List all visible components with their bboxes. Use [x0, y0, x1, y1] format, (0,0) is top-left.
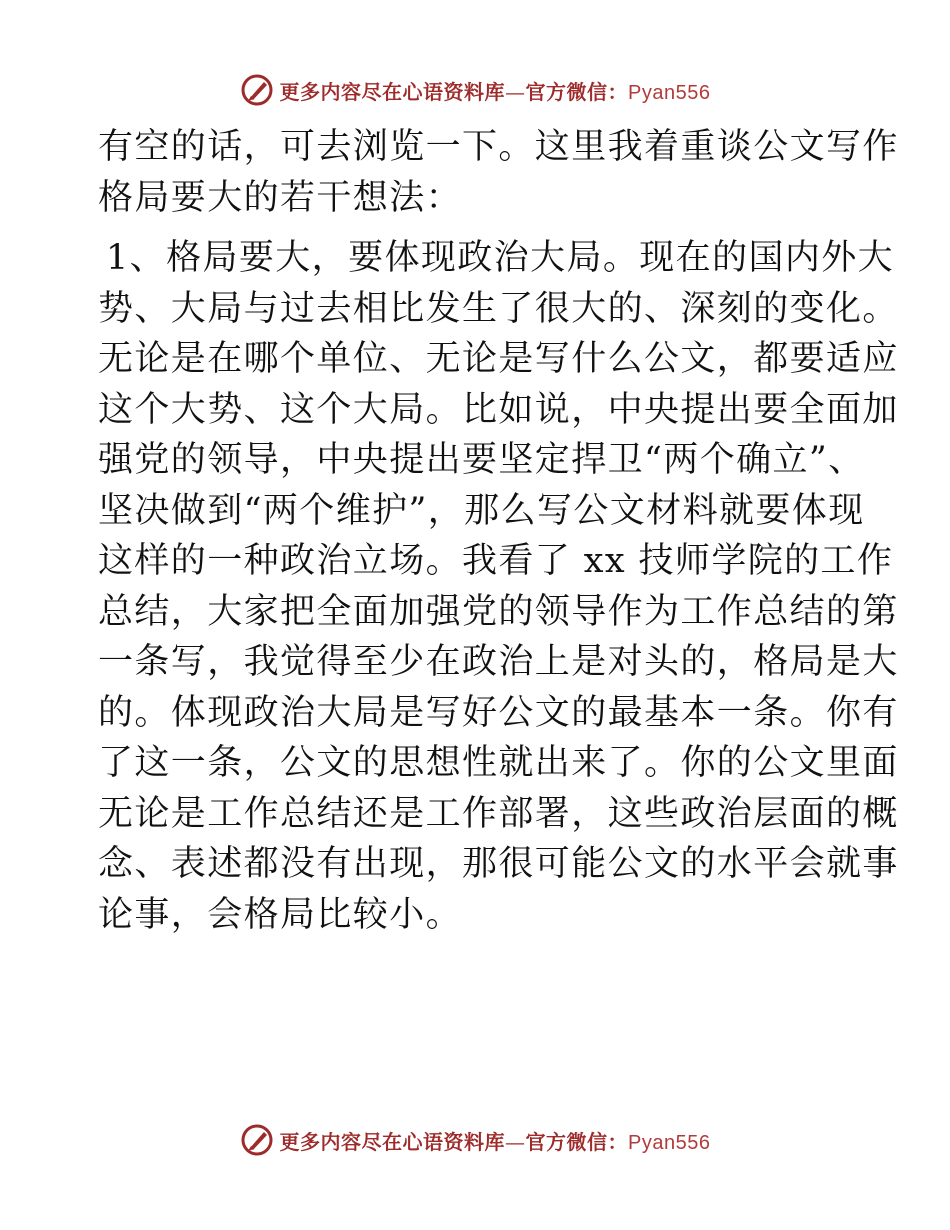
paragraph-line: 势、大局与过去相比发生了很大的、深刻的变化。	[98, 288, 899, 329]
watermark-wechat-id: Pyan556	[628, 1131, 711, 1154]
paragraph-line: 的。体现政治大局是写好公文的最基本一条。你有	[98, 692, 899, 733]
watermark-wechat-label: 官方微信：	[525, 79, 629, 104]
watermark-site-text: 更多内容尽在心语资料库	[279, 79, 506, 104]
quill-logo-icon	[240, 73, 274, 107]
watermark-dash: —	[505, 1129, 526, 1154]
quill-logo-icon	[240, 1123, 274, 1157]
watermark-site-text: 更多内容尽在心语资料库	[279, 1129, 506, 1154]
paragraph-line: 这样的一种政治立场。我看了 xx 技师学院的工作	[98, 541, 894, 581]
watermark-text	[280, 76, 711, 105]
paragraph-line: 论事，会格局比较小。	[98, 894, 463, 935]
watermark-dash: —	[505, 79, 526, 104]
paragraph-line: 强党的领导，中央提出要坚定捍卫“两个确立”、	[98, 440, 865, 480]
point-one-paragraph	[98, 233, 899, 940]
footer-watermark	[0, 1120, 950, 1160]
paragraph-line: 这个大势、这个大局。比如说，中央提出要全面加	[98, 389, 899, 430]
paragraph-line: 念、表述都没有出现，那很可能公文的水平会就事	[98, 844, 899, 884]
paragraph-line: 格局要大的若干想法：	[98, 177, 463, 218]
paragraph-line: 了这一条，公文的思想性就出来了。你的公文里面	[98, 743, 899, 783]
watermark-wechat-label: 官方微信：	[525, 1129, 629, 1154]
paragraph-line: 一条写，我觉得至少在政治上是对头的，格局是大	[98, 642, 899, 682]
header-watermark	[0, 70, 950, 110]
document-body	[98, 122, 899, 940]
paragraph-line: 总结，大家把全面加强党的领导作为工作总结的第	[98, 591, 899, 632]
watermark-wechat-id: Pyan556	[628, 81, 711, 104]
paragraph-line: 坚决做到“两个维护”，那么写公文材料就要体现	[98, 490, 865, 531]
paragraph-line: 1、格局要大，要体现政治大局。现在的国内外大	[106, 238, 895, 278]
watermark-text	[280, 1126, 711, 1155]
paragraph-line: 无论是在哪个单位、无论是写什么公文，都要适应	[98, 339, 899, 379]
paragraph-line: 无论是工作总结还是工作部署，这些政治层面的概	[98, 793, 899, 834]
intro-paragraph	[98, 122, 899, 223]
paragraph-line: 有空的话，可去浏览一下。这里我着重谈公文写作	[98, 127, 899, 167]
